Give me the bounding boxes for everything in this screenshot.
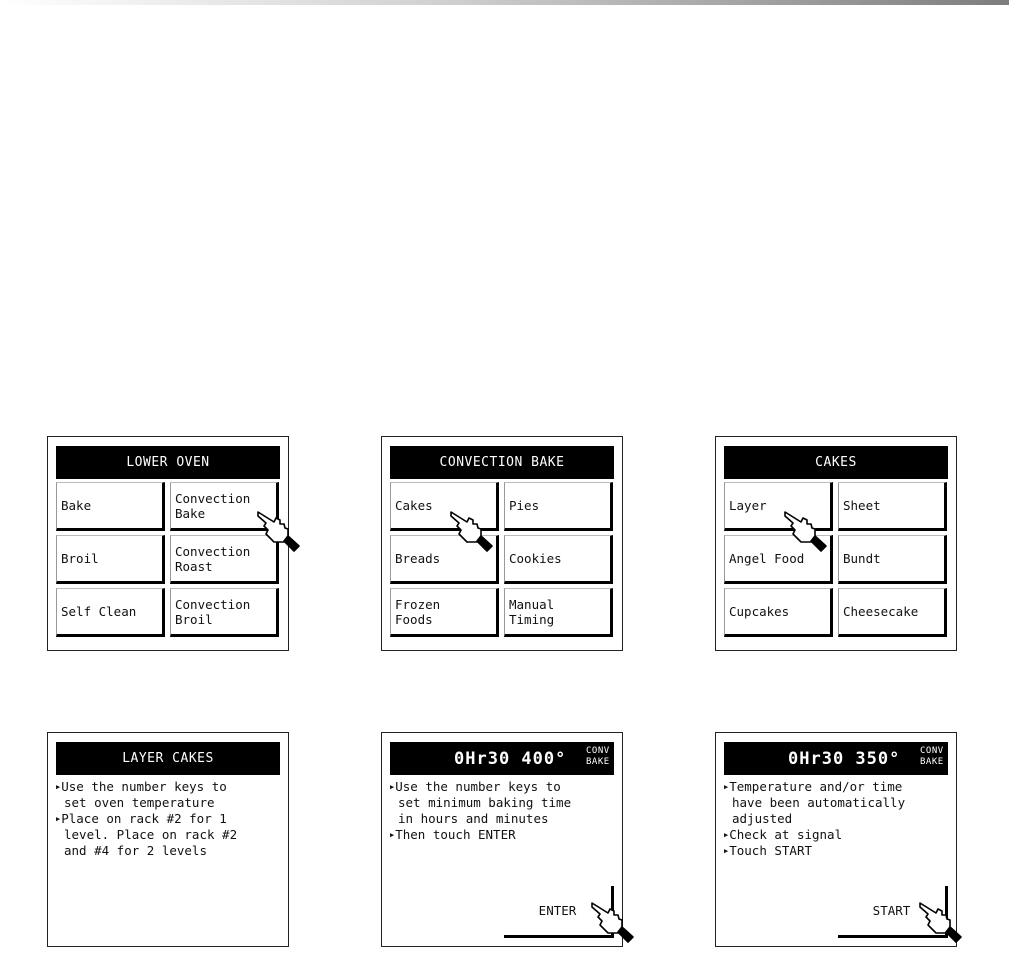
triangle-bullet-icon: ▶ bbox=[390, 783, 395, 791]
sheet-button[interactable]: Sheet bbox=[838, 482, 947, 531]
angel-food-button[interactable]: Angel Food bbox=[724, 535, 833, 584]
self-clean-button[interactable]: Self Clean bbox=[56, 588, 165, 637]
mode-indicator: CONV BAKE bbox=[920, 746, 944, 767]
triangle-bullet-icon: ▶ bbox=[56, 783, 61, 791]
screen-convection-bake bbox=[381, 436, 623, 651]
screen-lower-oven bbox=[47, 436, 289, 651]
breads-button[interactable]: Breads bbox=[390, 535, 499, 584]
triangle-bullet-icon: ▶ bbox=[390, 831, 395, 839]
manual-timing-button[interactable]: Manual Timing bbox=[504, 588, 613, 637]
mode-indicator: CONV BAKE bbox=[586, 746, 610, 767]
triangle-bullet-icon: ▶ bbox=[724, 847, 729, 855]
enter-button[interactable]: ENTER bbox=[504, 886, 614, 938]
cakes-button[interactable]: Cakes bbox=[390, 482, 499, 531]
button-grid bbox=[724, 482, 949, 644]
status-bar bbox=[724, 742, 948, 775]
pies-button[interactable]: Pies bbox=[504, 482, 613, 531]
broil-button[interactable]: Broil bbox=[56, 535, 165, 584]
time-temp-readout: 0Hr30 350° bbox=[788, 749, 901, 769]
bundt-button[interactable]: Bundt bbox=[838, 535, 947, 584]
convection-bake-button[interactable]: Convection Bake bbox=[170, 482, 279, 531]
screen-layer-cakes bbox=[47, 732, 289, 947]
screen-title: LOWER OVEN bbox=[56, 446, 280, 479]
cheesecake-button[interactable]: Cheesecake bbox=[838, 588, 947, 637]
cookies-button[interactable]: Cookies bbox=[504, 535, 613, 584]
layer-button[interactable]: Layer bbox=[724, 482, 833, 531]
header-rule bbox=[0, 0, 1009, 5]
convection-roast-button[interactable]: Convection Roast bbox=[170, 535, 279, 584]
screen-title: CAKES bbox=[724, 446, 948, 479]
triangle-bullet-icon: ▶ bbox=[724, 831, 729, 839]
instruction-text: ▶Use the number keys to set minimum baking time in hours and minutes ▶Then touch ENTER bbox=[390, 779, 572, 842]
start-button[interactable]: START bbox=[838, 886, 948, 938]
button-grid bbox=[56, 482, 281, 644]
convection-broil-button[interactable]: Convection Broil bbox=[170, 588, 279, 637]
triangle-bullet-icon: ▶ bbox=[724, 783, 729, 791]
instruction-text: ▶Temperature and/or time have been automatically adjusted ▶Check at signal ▶Touch START bbox=[724, 779, 906, 858]
status-bar bbox=[390, 742, 614, 775]
screen-title: LAYER CAKES bbox=[56, 742, 280, 775]
triangle-bullet-icon: ▶ bbox=[56, 815, 61, 823]
bake-button[interactable]: Bake bbox=[56, 482, 165, 531]
instruction-text: ▶Use the number keys to set oven temperature ▶Place on rack #2 for 1 level. Place on rack #2 and #4 for 2 levels bbox=[56, 779, 238, 858]
button-grid bbox=[390, 482, 615, 644]
time-temp-readout: 0Hr30 400° bbox=[454, 749, 567, 769]
screen-title: CONVECTION BAKE bbox=[390, 446, 614, 479]
frozen-foods-button[interactable]: Frozen Foods bbox=[390, 588, 499, 637]
screen-cakes bbox=[715, 436, 957, 651]
cupcakes-button[interactable]: Cupcakes bbox=[724, 588, 833, 637]
screen-set-time bbox=[381, 732, 623, 947]
screen-start bbox=[715, 732, 957, 947]
